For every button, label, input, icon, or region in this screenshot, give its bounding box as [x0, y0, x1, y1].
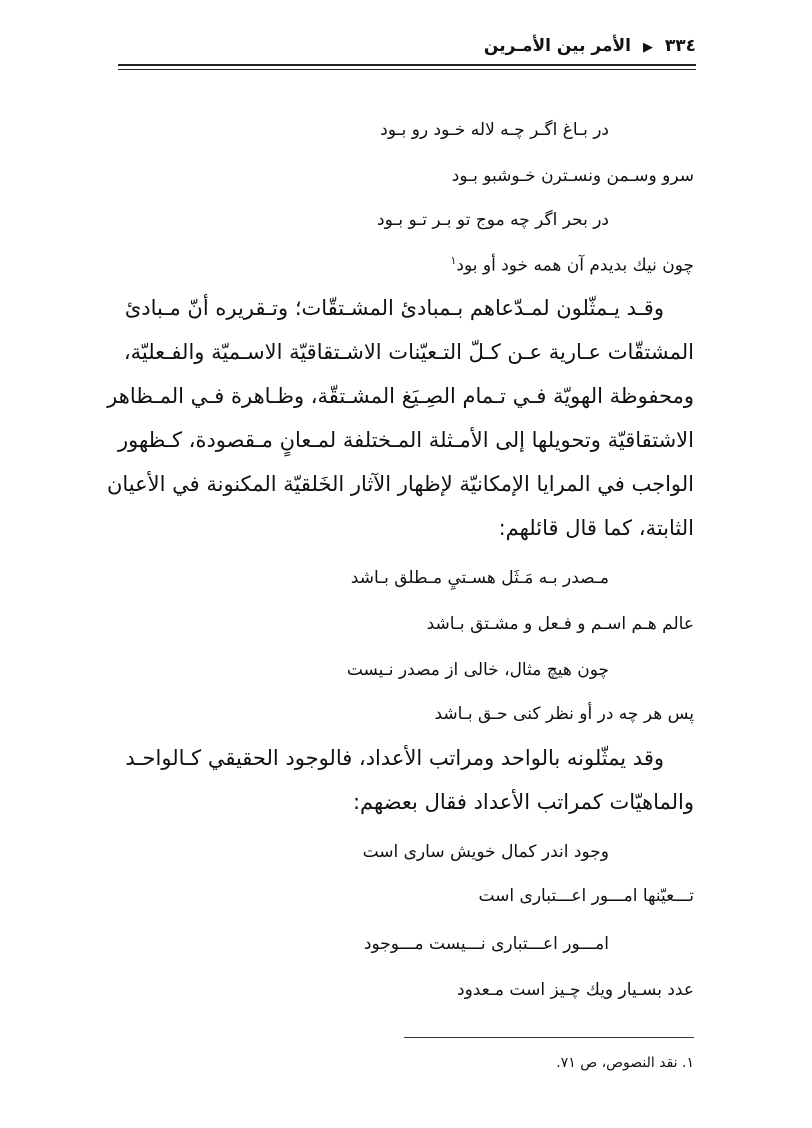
- paragraph-line: المشتقّات عـارية عـن كـلّ التـعيّنات الاشـتقاقيّة الاسـميّة والفـعليّة،: [123, 340, 694, 364]
- footnote: ١. نقد النصوص، ص ٧١.: [556, 1055, 694, 1071]
- verse-line: عدد بسـيار ويك چـيز است مـعدود: [457, 980, 694, 1000]
- paragraph-line: وقد يمثّلونه بالواحد ومراتب الأعداد، فالوجود الحقيقي كـالواحـد: [125, 746, 664, 770]
- verse-line: تـــعيّنها امـــور اعـــتبارى است: [478, 886, 694, 906]
- paragraph-line: والماهيّات كمراتب الأعداد فقال بعضهم:: [352, 790, 694, 814]
- footnote-separator: [404, 1037, 694, 1038]
- verse-line: عالم هـم اسـم و فـعل و مشـتق بـاشد: [426, 614, 694, 634]
- paragraph-line: الاشتقاقيّة وتحويلها إلى الأمـثلة المـختلفة لمـعانٍ مـقصودة، كـظهور: [117, 428, 694, 452]
- verse-line: سرو وسـمن ونسـترن خـوشبو بـود: [451, 166, 694, 186]
- verse-text: چون نيك بديدم آن همه خود أو بود: [456, 255, 694, 276]
- paragraph-line: ومحفوظة الهويّة فـي تـمام الصِـيَغ المشـتقّة، وظـاهرة فـي المـظاهر: [107, 384, 694, 408]
- verse-line: وجود اندر كمال خويش سارى است: [362, 842, 609, 862]
- verse-line: پس هر چه در أو نظر كنى حـق بـاشد: [434, 704, 694, 724]
- verse-line-with-footnote: [450, 254, 694, 276]
- paragraph-line: وقـد يـمثّلون لمـدّعاهم بـمبادئ المشـتقّات؛ وتـقريره أنّ مـبادئ: [124, 296, 664, 320]
- header-rule-thin: [118, 69, 696, 70]
- verse-line: مـصدر بـه مَـثَل هسـتيِ مـطلق بـاشد: [350, 568, 609, 588]
- verse-line: چون هيچ مثال، خالى از مصدر نـيست: [346, 660, 609, 680]
- verse-line: امـــور اعـــتبارى نـــيست مـــوجود: [363, 934, 609, 954]
- paragraph-line: الواجب في المرايا الإمكانيّة لإظهار الآثار الخَلقيّة المكنونة في الأعيان: [106, 472, 694, 496]
- paragraph-line: الثابتة، كما قال قائلهم:: [498, 516, 694, 540]
- page-number: ٣٣٤: [664, 36, 696, 56]
- verse-line: در بـاغ اگـر چـه لاله خـود رو بـود: [380, 120, 609, 140]
- running-title: الأمر بين الأمـرين: [483, 36, 632, 56]
- header-rule-thick: [118, 64, 696, 66]
- triangle-marker-icon: ▶: [642, 40, 653, 55]
- running-header: [484, 36, 696, 56]
- verse-line: در بحر اگر چه موج تو بـر تـو بـود: [377, 210, 609, 230]
- footnote-ref: ١: [450, 254, 457, 267]
